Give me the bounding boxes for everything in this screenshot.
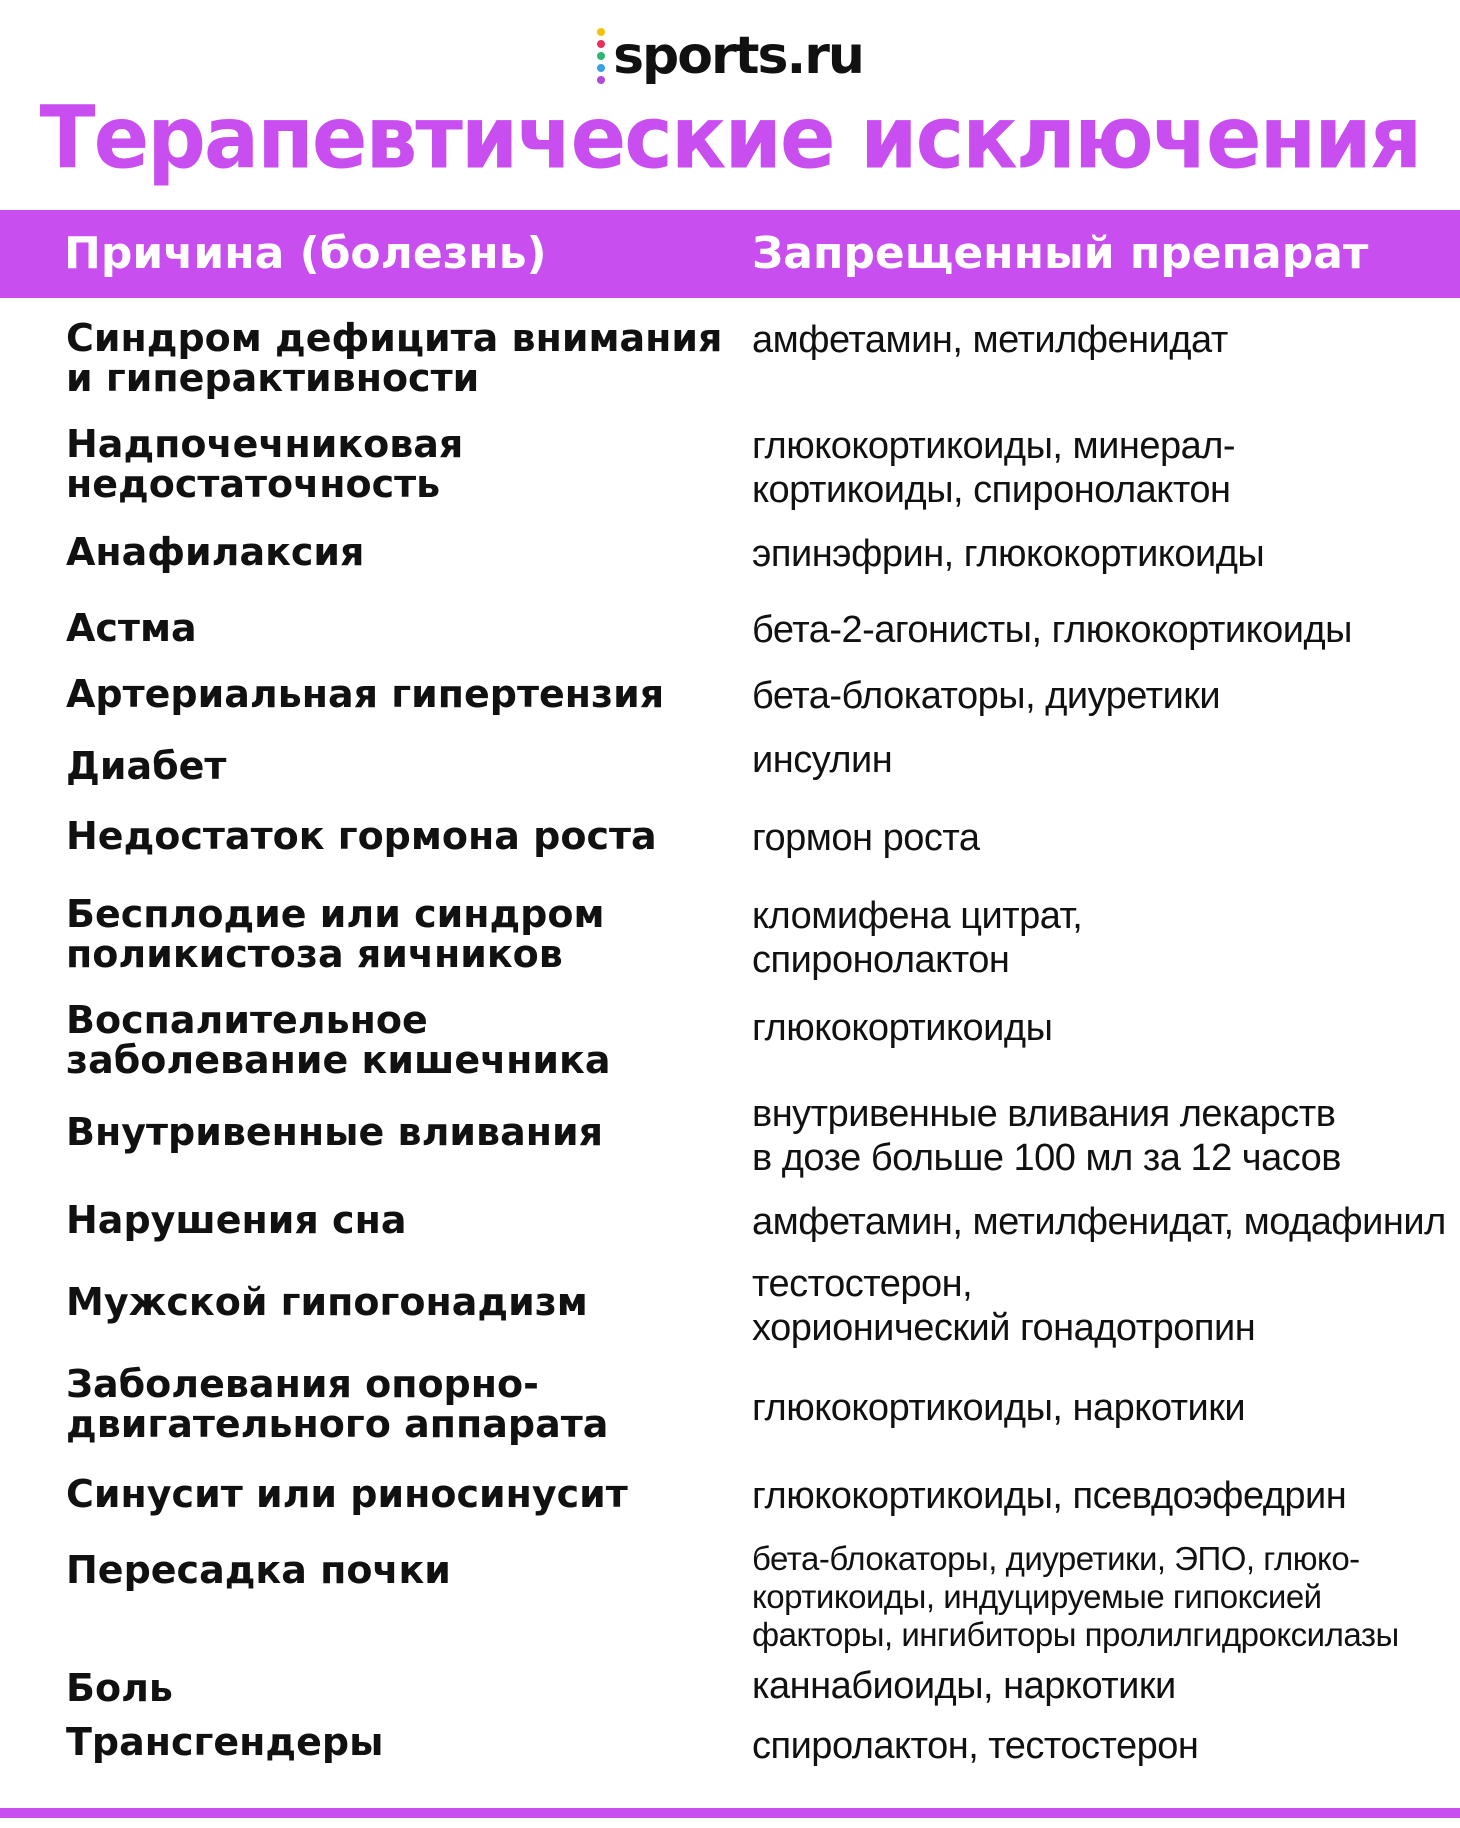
cause-cell: Синдром дефицита внимания и гиперактивности bbox=[66, 316, 723, 400]
cause-cell: Надпочечниковая недостаточность bbox=[66, 422, 464, 506]
logo-dot bbox=[597, 64, 605, 72]
brand-name: sports.ru bbox=[613, 26, 863, 86]
cause-cell: Синусит или риносинусит bbox=[66, 1472, 628, 1516]
brand-logo bbox=[0, 26, 1460, 86]
cause-cell: Диабет bbox=[66, 744, 227, 788]
drug-cell: внутривенные вливания лекарств в дозе больше 100 мл за 12 часов bbox=[752, 1093, 1341, 1179]
drug-cell: бета-блокаторы, диуретики bbox=[752, 675, 1221, 717]
cause-cell: Артериальная гипертензия bbox=[66, 672, 665, 716]
cause-cell: Заболевания опорно- двигательного аппарата bbox=[66, 1362, 609, 1446]
cause-cell: Астма bbox=[66, 606, 197, 650]
drug-cell: глюкокортикоиды bbox=[752, 1007, 1053, 1049]
logo-dot bbox=[597, 52, 605, 60]
cause-cell: Мужской гипогонадизм bbox=[66, 1280, 588, 1324]
cause-cell: Внутривенные вливания bbox=[66, 1110, 604, 1154]
drug-cell: амфетамин, метилфенидат, модафинил bbox=[752, 1201, 1446, 1243]
bottom-divider bbox=[0, 1808, 1460, 1818]
logo-dot bbox=[597, 76, 605, 84]
cause-cell: Боль bbox=[66, 1666, 173, 1710]
drug-cell: бета-2-агонисты, глюкокортикоиды bbox=[752, 609, 1352, 651]
drug-cell: глюкокортикоиды, минерал- кортикоиды, спиронолактон bbox=[752, 425, 1236, 511]
cause-cell: Нарушения сна bbox=[66, 1198, 407, 1242]
logo-dot bbox=[597, 28, 605, 36]
drug-cell: бета-блокаторы, диуретики, ЭПО, глюко- кортикоиды, индуцируемые гипоксией факторы, ингибиторы пролилгидроксилазы bbox=[752, 1540, 1399, 1653]
cause-cell: Бесплодие или синдром поликистоза яичников bbox=[66, 892, 605, 976]
cause-cell: Недостаток гормона роста bbox=[66, 814, 657, 858]
header-cause: Причина (болезнь) bbox=[64, 228, 547, 279]
drug-cell: глюкокортикоиды, наркотики bbox=[752, 1387, 1246, 1429]
drug-cell: кломифена цитрат, спиронолактон bbox=[752, 895, 1083, 981]
cause-cell: Трансгендеры bbox=[66, 1720, 384, 1764]
drug-cell: эпинэфрин, глюкокортикоиды bbox=[752, 533, 1265, 575]
page-title: Терапевтические исключения bbox=[39, 88, 1421, 189]
cause-cell: Анафилаксия bbox=[66, 530, 365, 574]
cause-cell: Пересадка почки bbox=[66, 1548, 451, 1592]
drug-cell: глюкокортикоиды, псевдоэфедрин bbox=[752, 1475, 1347, 1517]
cause-cell: Воспалительное заболевание кишечника bbox=[66, 998, 611, 1082]
drug-cell: тестостерон, хорионический гонадотропин bbox=[752, 1263, 1256, 1349]
drug-cell: спиролактон, тестостерон bbox=[752, 1725, 1199, 1767]
logo-dot bbox=[597, 40, 605, 48]
drug-cell: каннабиоиды, наркотики bbox=[752, 1665, 1176, 1707]
drug-cell: инсулин bbox=[752, 739, 893, 781]
drug-cell: гормон роста bbox=[752, 817, 980, 859]
table-header bbox=[0, 210, 1460, 298]
header-drug: Запрещенный препарат bbox=[752, 228, 1369, 279]
drug-cell: амфетамин, метилфенидат bbox=[752, 319, 1228, 361]
logo-dots-icon bbox=[597, 28, 605, 84]
